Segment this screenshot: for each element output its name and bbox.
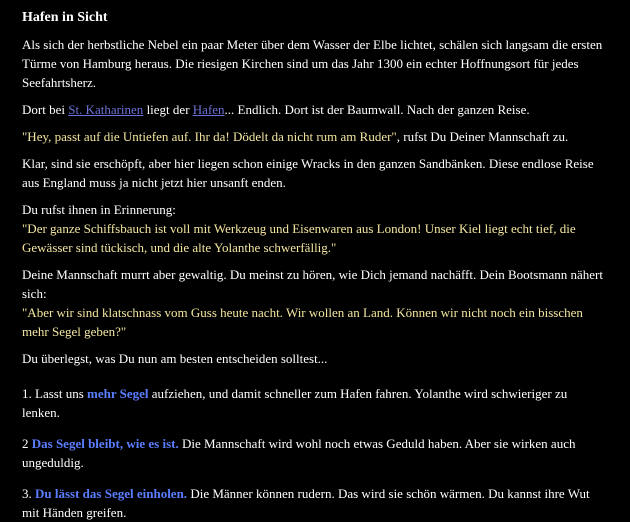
- paragraph-reminder: [22, 200, 608, 257]
- st-katharinen-link[interactable]: St. Katharinen: [68, 102, 144, 117]
- harbor-text-before: Dort bei: [22, 102, 69, 117]
- boatswain-quote: "Aber wir sind klatschnass vom Guss heute nacht. Wir wollen an Land. Können wir nicht noch ein bisschen mehr Segel geben?": [22, 305, 583, 339]
- page-title: Hafen in Sicht: [22, 10, 108, 25]
- choice-prefix: 3.: [22, 486, 35, 501]
- paragraph-crew: [22, 265, 608, 341]
- choice-item: [22, 484, 608, 522]
- reminder-intro: Du rufst ihnen in Erinnerung:: [22, 202, 176, 217]
- choice-keep-sail-link[interactable]: Das Segel bleibt, wie es ist.: [31, 436, 179, 451]
- hafen-link[interactable]: Hafen: [192, 102, 225, 117]
- choice-suffix: Die Männer können rudern. Das wird sie schön wärmen. Du kannst ihre Wut mit Händen greifen.: [22, 486, 590, 520]
- choice-prefix: 2: [22, 436, 32, 451]
- choice-item: [22, 384, 608, 422]
- choice-item: [22, 434, 608, 472]
- choice-suffix: aufziehen, und damit schneller zum Hafen fahren. Yolanthe wird schwieriger zu lenken.: [22, 386, 568, 420]
- paragraph-wrecks: Klar, sind sie erschöpft, aber hier liegen schon einige Wracks in den ganzen Sandbänken. Diese endlose Reise aus England muss ja nicht jetzt hier unsanft enden.: [22, 156, 594, 190]
- reminder-quote: "Der ganze Schiffsbauch ist voll mit Werkzeug und Eisenwaren aus London! Unser Kiel liegt echt tief, die Gewässer sind tückisch, und die alte Yolanthe schwerfällig.": [22, 221, 576, 255]
- warning-text-after: , rufst Du Deiner Mannschaft zu.: [396, 129, 569, 144]
- choice-prefix: 1. Lasst uns: [22, 386, 87, 401]
- choice-suffix: Die Mannschaft wird wohl noch etwas Geduld haben. Aber sie wirken auch ungeduldig.: [22, 436, 576, 470]
- paragraph-intro: Als sich der herbstliche Nebel ein paar Meter über dem Wasser der Elbe lichtet, schälen sich langsam die ersten Türme von Hamburg heraus. Die riesigen Kirchen sind um das Jahr 1300 ein echter Hoffnungsort für jedes Seefahrtsherz.: [22, 37, 603, 90]
- warning-quote: "Hey, passt auf die Untiefen auf. Ihr da! Dödelt da nicht rum am Ruder": [22, 129, 397, 144]
- choice-more-sail-link[interactable]: mehr Segel: [87, 386, 149, 401]
- paragraph-decision: Du überlegst, was Du nun am besten entscheiden solltest...: [22, 351, 328, 366]
- harbor-text-after: ... Endlich. Dort ist der Baumwall. Nach der ganzen Reise.: [224, 102, 530, 117]
- choice-reef-sail-link[interactable]: Du lässt das Segel einholen.: [35, 486, 188, 501]
- paragraph-harbor: [22, 100, 608, 119]
- crew-text: Deine Mannschaft murrt aber gewaltig. Du meinst zu hören, wie Dich jemand nachäfft. Dein Bootsmann nähert sich:: [22, 267, 603, 301]
- harbor-text-middle: liegt der: [143, 102, 193, 117]
- paragraph-warning: [22, 127, 608, 146]
